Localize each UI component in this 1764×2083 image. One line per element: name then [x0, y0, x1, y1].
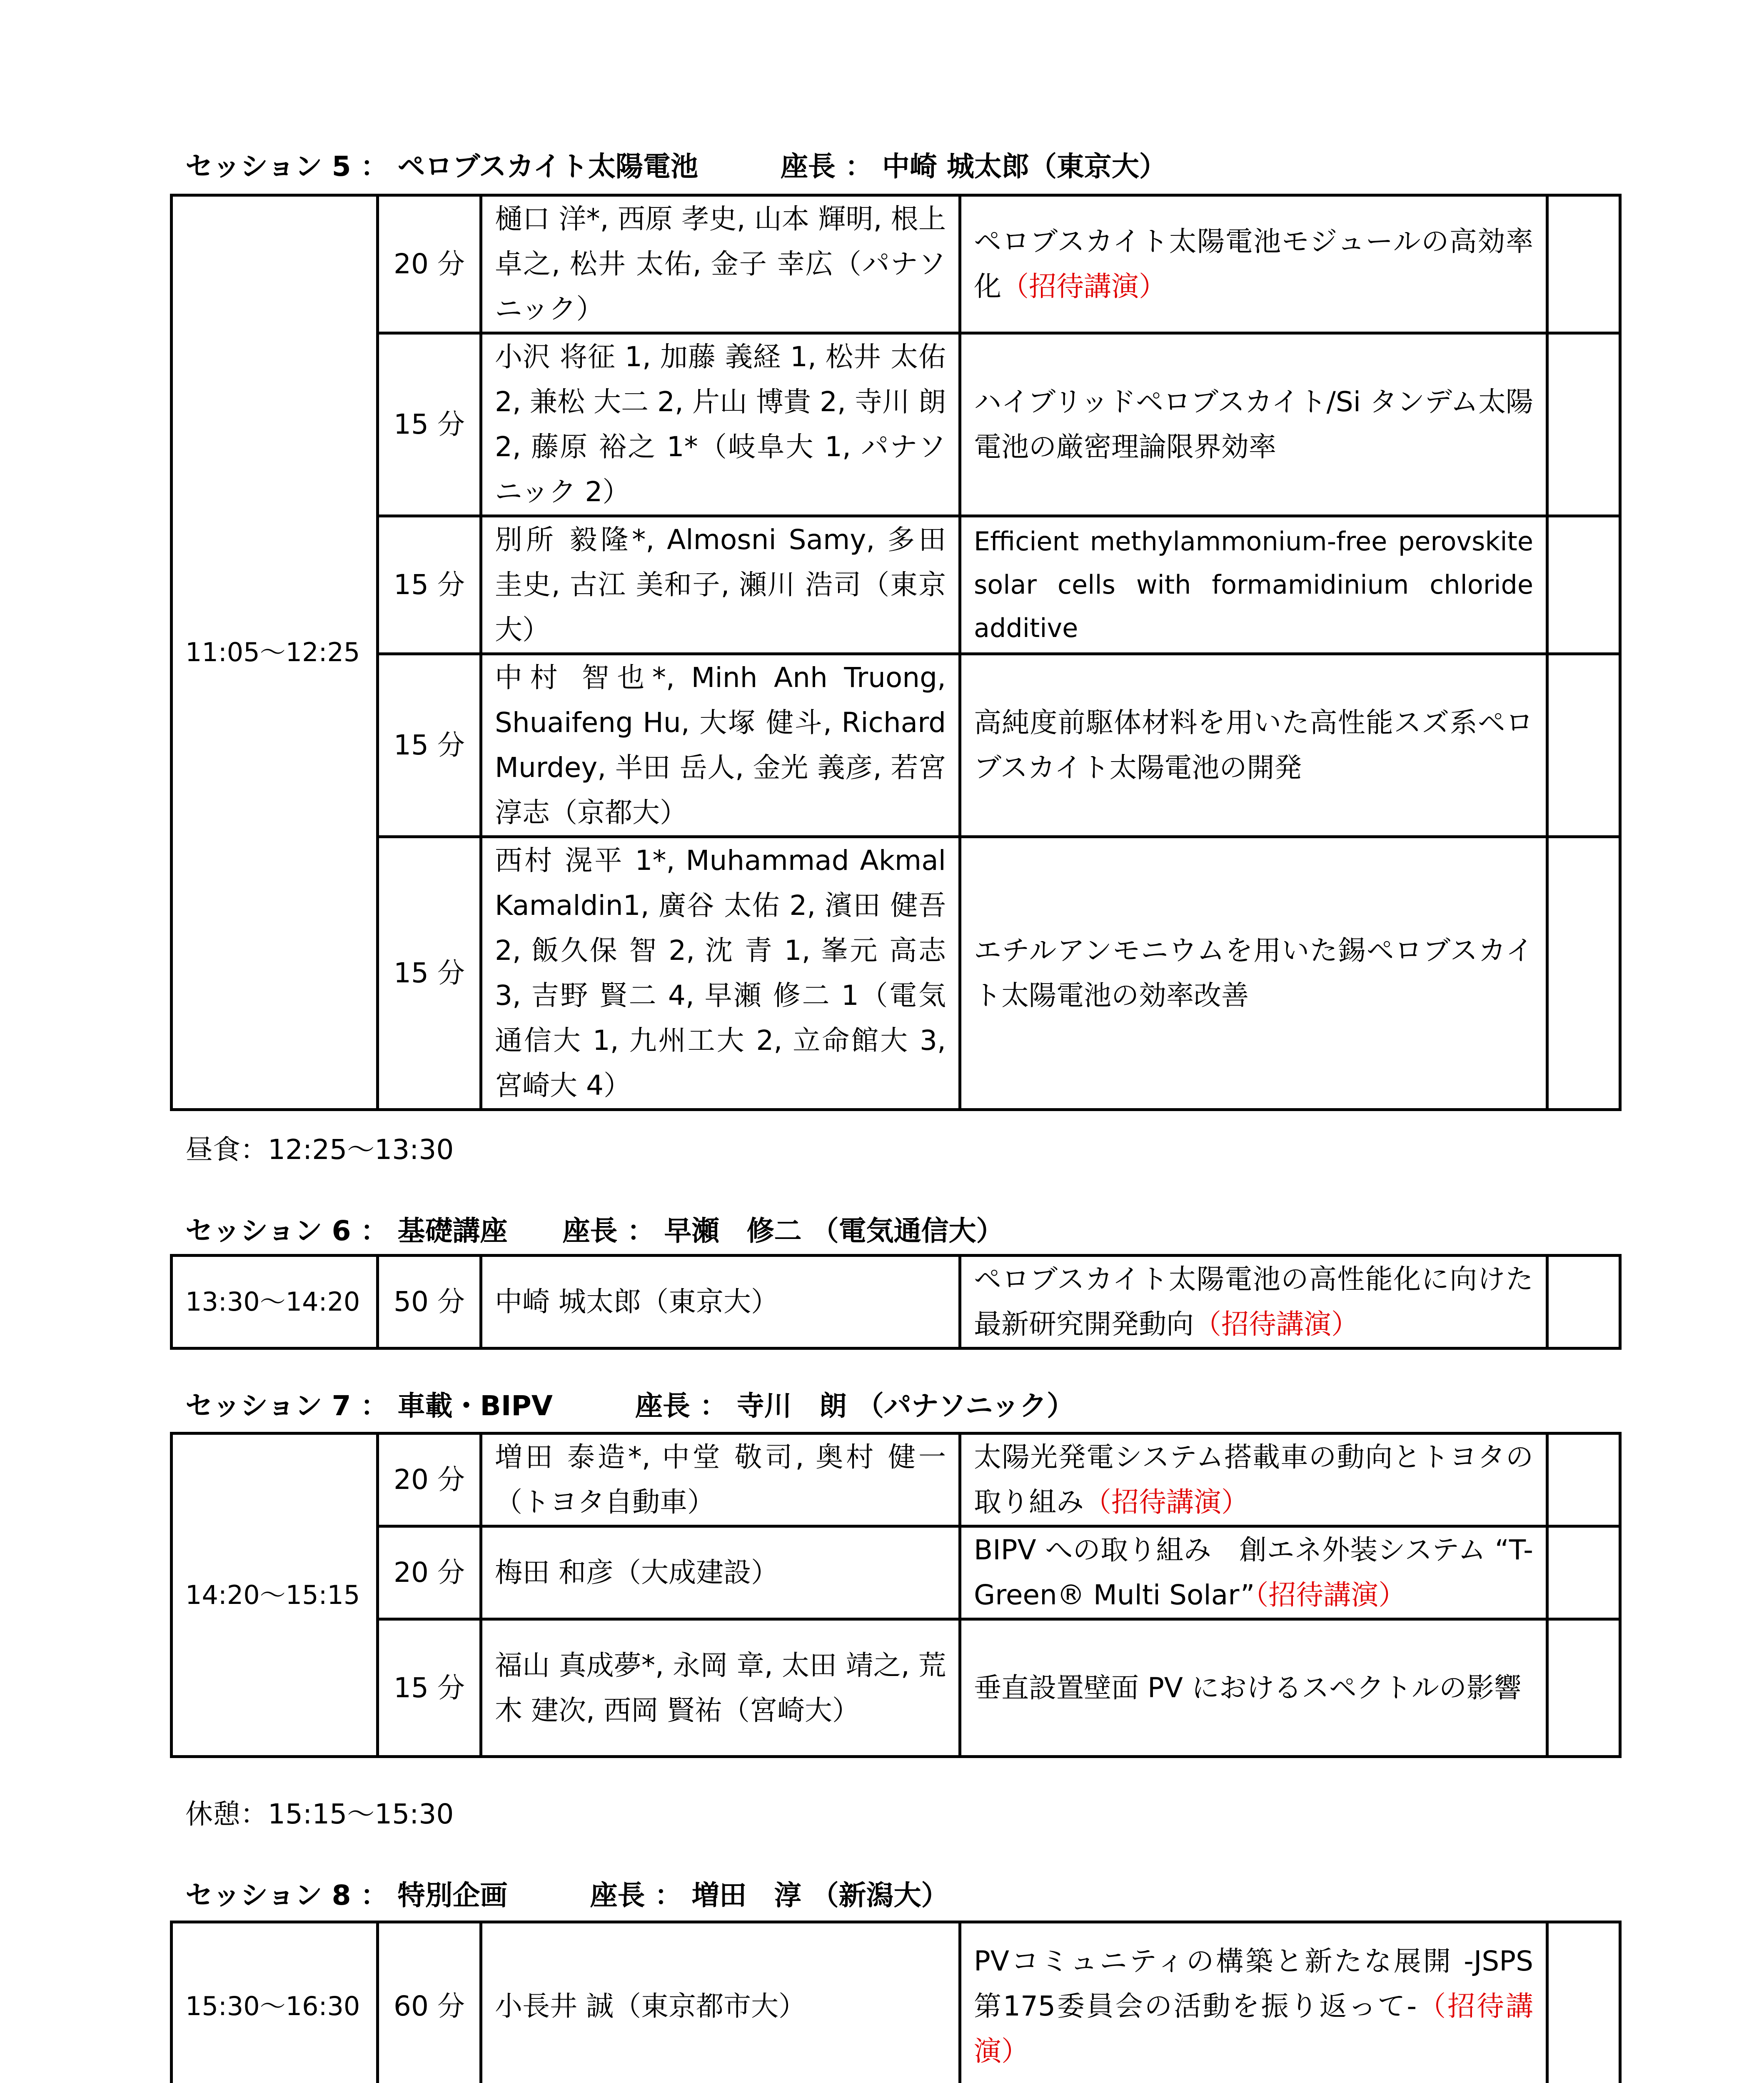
duration-cell: 20 分 — [378, 195, 481, 333]
talk-title: 太陽光発電システム搭載車の動向とトヨタの取り組み — [974, 1441, 1533, 1518]
authors-cell: 増田 泰造*, 中堂 敬司, 奥村 健一（トヨタ自動車） — [481, 1434, 960, 1526]
authors-cell: 西村 滉平 1*, Muhammad Akmal Kamaldin1, 廣谷 太佑 2, 濱田 健吾 2, 飯久保 智 2, 沈 青 1, 峯元 高志 3, 吉野 賢二 4, 早瀬 修二 1（電気通信大 1, 九州工大 2, 立命館大 3, 宮崎大 4） — [481, 837, 960, 1110]
note-cell — [1547, 654, 1620, 837]
invited-label: （招待講演） — [1194, 1308, 1359, 1340]
duration-cell: 50 分 — [378, 1256, 481, 1349]
table-row — [172, 333, 1620, 516]
note-cell — [1547, 837, 1620, 1110]
table-row — [172, 654, 1620, 837]
table-row — [172, 1526, 1620, 1619]
schedule-table — [170, 1254, 1622, 1350]
duration-cell: 15 分 — [378, 654, 481, 837]
duration-cell: 15 分 — [378, 333, 481, 516]
talk-title: ペロブスカイト太陽電池モジュールの高効率化 — [974, 225, 1533, 302]
note-cell — [1547, 516, 1620, 654]
title-cell — [960, 1526, 1547, 1619]
table-row — [172, 1619, 1620, 1757]
table-row — [172, 516, 1620, 654]
schedule-table — [170, 194, 1622, 1111]
authors-cell: 中崎 城太郎（東京大） — [481, 1256, 960, 1349]
authors-cell: 中村 智也*, Minh Anh Truong, Shuaifeng Hu, 大塚 健斗, Richard Murdey, 半田 岳人, 金光 義彦, 若宮 淳志（京都大） — [481, 654, 960, 837]
talk-title: ペロブスカイト太陽電池の高性能化に向けた最新研究開発動向 — [974, 1263, 1533, 1340]
invited-label: （招待講演） — [1084, 1486, 1249, 1518]
note-cell — [1547, 333, 1620, 516]
talk-title: ハイブリッドペロブスカイト/Si タンデム太陽電池の厳密理論限界効率 — [974, 386, 1533, 463]
title-cell — [960, 1256, 1547, 1349]
invited-label: （招待講演） — [1001, 270, 1166, 302]
duration-cell: 20 分 — [378, 1526, 481, 1619]
schedule-table — [170, 1432, 1622, 1758]
duration-cell: 15 分 — [378, 837, 481, 1110]
authors-cell: 小沢 将征 1, 加藤 義経 1, 松井 太佑 2, 兼松 大二 2, 片山 博貴 2, 寺川 朗 2, 藤原 裕之 1*（岐阜大 1, パナソニック 2） — [481, 333, 960, 516]
table-row — [172, 837, 1620, 1110]
section-heading: セッション 5 ： ペロブスカイト太陽電池 座長 ： 中崎 城太郎（東京大） — [185, 150, 1167, 182]
authors-cell: 別所 毅隆*, Almosni Samy, 多田 圭史, 古江 美和子, 瀬川 浩司（東京大） — [481, 516, 960, 654]
time-cell: 14:20～15:15 — [172, 1434, 378, 1757]
duration-cell: 60 分 — [378, 1922, 481, 2083]
section-heading: セッション 8 ： 特別企画 座長 ： 増田 淳 （新潟大） — [185, 1879, 949, 1911]
invited-label: （招待講演） — [974, 1990, 1533, 2067]
note-cell — [1547, 195, 1620, 333]
section-heading: セッション 6 ： 基礎講座 座長 ： 早瀬 修二 （電気通信大） — [185, 1215, 1004, 1247]
note-cell — [1547, 1619, 1620, 1757]
time-cell: 11:05～12:25 — [172, 195, 378, 1110]
note-cell — [1547, 1256, 1620, 1349]
talk-title: Efficient methylammonium-free perovskite solar cells with formamidinium chloride additive — [974, 526, 1533, 643]
authors-cell: 梅田 和彦（大成建設） — [481, 1526, 960, 1619]
table-row — [172, 195, 1620, 333]
title-cell — [960, 1619, 1547, 1757]
table-row — [172, 1434, 1620, 1526]
duration-cell: 15 分 — [378, 1619, 481, 1757]
title-cell — [960, 654, 1547, 837]
talk-title: 高純度前駆体材料を用いた高性能スズ系ペロブスカイト太陽電池の開発 — [974, 707, 1533, 784]
note-cell — [1547, 1434, 1620, 1526]
title-cell — [960, 333, 1547, 516]
rest-break-text: 休憩：15:15～15:30 — [185, 1798, 454, 1830]
authors-cell: 樋口 洋*, 西原 孝史, 山本 輝明, 根上 卓之, 松井 太佑, 金子 幸広（パナソニック） — [481, 195, 960, 333]
duration-cell: 20 分 — [378, 1434, 481, 1526]
title-cell — [960, 1922, 1547, 2083]
title-cell — [960, 195, 1547, 333]
lunch-break-text: 昼食：12:25～13:30 — [185, 1134, 454, 1166]
talk-title: エチルアンモニウムを用いた錫ペロブスカイト太陽電池の効率改善 — [974, 934, 1533, 1012]
note-cell — [1547, 1922, 1620, 2083]
schedule-table — [170, 1921, 1622, 2083]
duration-cell: 15 分 — [378, 516, 481, 654]
table-row — [172, 1256, 1620, 1349]
authors-cell: 福山 真成夢*, 永岡 章, 太田 靖之, 荒木 建次, 西岡 賢祐（宮崎大） — [481, 1619, 960, 1757]
title-cell — [960, 837, 1547, 1110]
time-cell: 15:30～16:30 — [172, 1922, 378, 2083]
talk-title: PVコミュニティの構築と新たな展開 -JSPS 第175委員会の活動を振り返って- — [974, 1945, 1533, 2022]
title-cell — [960, 516, 1547, 654]
talk-title: 垂直設置壁面 PV におけるスペクトルの影響 — [974, 1671, 1522, 1704]
invited-label: （招待講演） — [1255, 1579, 1406, 1611]
time-cell: 13:30～14:20 — [172, 1256, 378, 1349]
authors-cell: 小長井 誠（東京都市大） — [481, 1922, 960, 2083]
talk-title: BIPV への取り組み 創エネ外装システム “T-Green® Multi Solar” — [974, 1534, 1533, 1611]
table-row — [172, 1922, 1620, 2083]
title-cell — [960, 1434, 1547, 1526]
note-cell — [1547, 1526, 1620, 1619]
section-heading: セッション 7 ： 車載・BIPV 座長 ： 寺川 朗 （パナソニック） — [185, 1390, 1075, 1422]
